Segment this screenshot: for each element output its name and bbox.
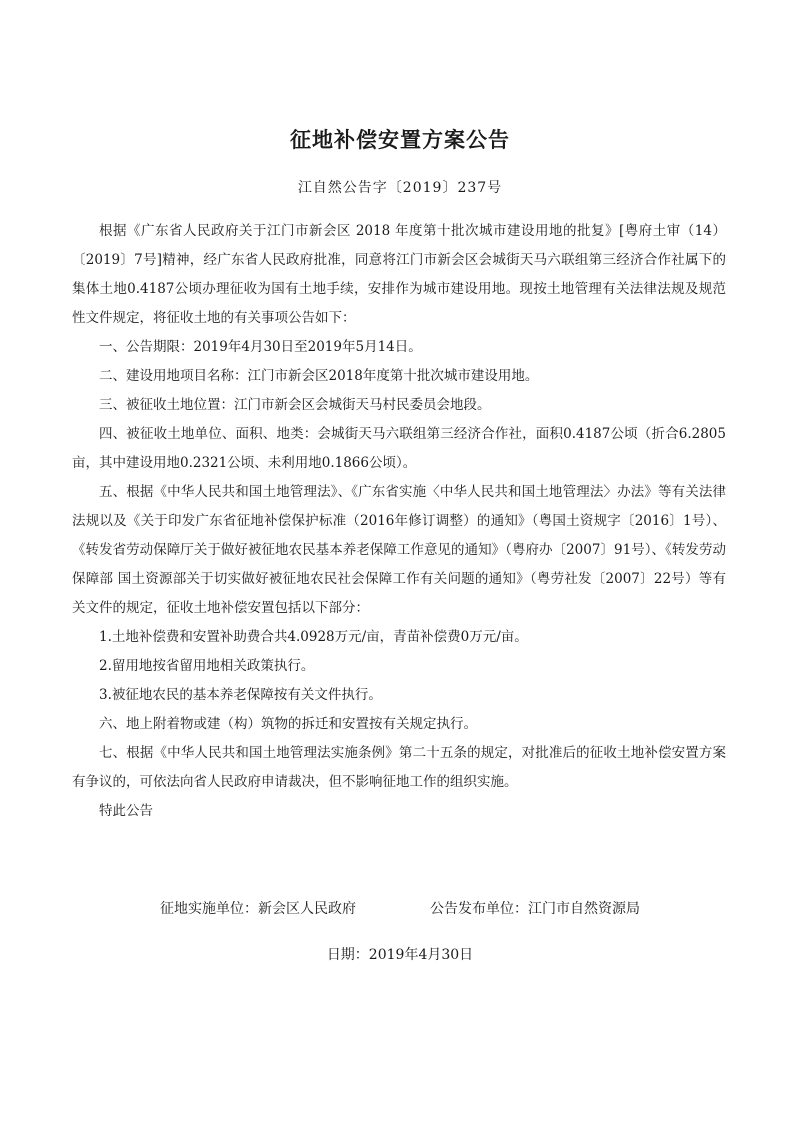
intro-paragraph: 根据《广东省人民政府关于江门市新会区 2018 年度第十批次城市建设用地的批复》[粤府土审（14）〔2019〕7号]精神，经广东省人民政府批准，同意将江门市新会区会城街天马六联组第三经济合作社属下的集体土地0.4187公顷办理征收为国有土地手续，安排作为城市建设用地。现按土地管理有关法律法规及规范性文件规定，将征收土地的有关事项公告如下： xyxy=(72,223,726,326)
page-title: 征地补偿安置方案公告 xyxy=(290,128,510,152)
item-project-name: 二、建设用地项目名称：江门市新会区2018年度第十批次城市建设用地。 xyxy=(99,368,539,384)
document-number: 江自然公告字〔2019〕237号 xyxy=(297,180,503,196)
sub-item-compensation-fee: 1.土地补偿费和安置补助费合共4.0928万元/亩，青苗补偿费0万元/亩。 xyxy=(99,629,528,645)
sub-item-pension: 3.被征地农民的基本养老保障按有关文件执行。 xyxy=(99,687,382,703)
item-demolition: 六、地上附着物或建（构）筑物的拆迁和安置按有关规定执行。 xyxy=(99,716,477,732)
item-legal-basis: 五、根据《中华人民共和国土地管理法》、《广东省实施〈中华人民共和国土地管理法〉办法》等有关法律法规以及《关于印发广东省征地补偿保护标准（2016年修订调整）的通知》（粤国土资规字〔2016〕1号）、《转发省劳动保障厅关于做好被征地农民基本养老保障工作意见的通知》（粤府办〔2007〕91号）、《转发劳动保障部 国土资源部关于切实做好被征地农民社会保障工作有关问题的通知》（粤劳社发〔2007〕22号）等有关文件的规定，征收土地补偿安置包括以下部分： xyxy=(72,484,726,616)
item-land-location: 三、被征收土地位置：江门市新会区会城街天马村民委员会地段。 xyxy=(99,397,491,413)
item-land-unit-area: 四、被征收土地单位、面积、地类：会城街天马六联组第三经济合作社，面积0.4187公顷（折合6.2805亩，其中建设用地0.2321公顷、未利用地0.1866公顷）。 xyxy=(72,426,726,471)
item-dispute: 七、根据《中华人民共和国土地管理法实施条例》第二十五条的规定，对批准后的征收土地补偿安置方案有争议的，可依法向省人民政府申请裁决，但不影响征地工作的组织实施。 xyxy=(72,745,726,790)
implementing-unit: 征地实施单位：新会区人民政府 xyxy=(160,901,356,917)
issue-date: 日期：2019年4月30日 xyxy=(326,947,474,963)
document-body xyxy=(72,217,726,826)
closing-line: 特此公告 xyxy=(99,803,153,819)
issuing-unit: 公告发布单位：江门市自然资源局 xyxy=(430,901,640,917)
item-announcement-period: 一、公告期限：2019年4月30日至2019年5月14日。 xyxy=(99,339,422,355)
sub-item-reserved-land: 2.留用地按省留用地相关政策执行。 xyxy=(99,658,315,674)
